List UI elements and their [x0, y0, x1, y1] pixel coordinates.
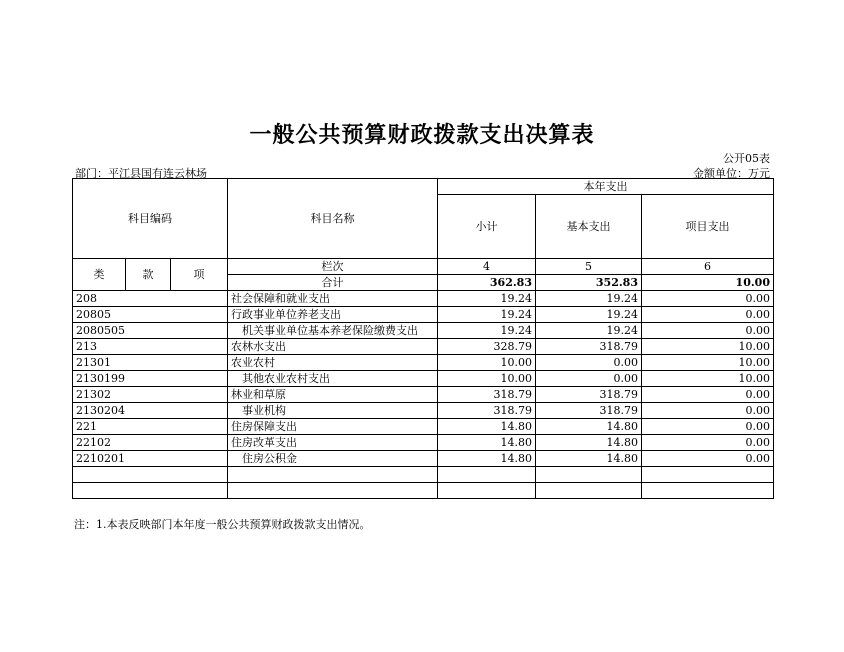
header-project: 项目支出: [642, 195, 774, 259]
header-col-5: 5: [536, 259, 642, 275]
table-row: [73, 451, 774, 467]
row-basic: 14.80: [536, 451, 642, 467]
row-subject-code: 21301: [73, 355, 228, 371]
table-row: [73, 307, 774, 323]
row-subtotal: 19.24: [438, 291, 536, 307]
row-project: 10.00: [642, 371, 774, 387]
row-subject-code: 20805: [73, 307, 228, 323]
row-basic: 19.24: [536, 323, 642, 339]
row-subject-name: 事业机构: [228, 403, 438, 419]
row-subject-name: 农林水支出: [228, 339, 438, 355]
row-subtotal: 318.79: [438, 387, 536, 403]
row-subject-code: 221: [73, 419, 228, 435]
row-subject-code: 21302: [73, 387, 228, 403]
header-kuan: 款: [126, 259, 171, 291]
header-column-no: 栏次: [228, 259, 438, 275]
row-basic: 0.00: [536, 371, 642, 387]
row-subject-code: 22102: [73, 435, 228, 451]
row-basic: 0.00: [536, 355, 642, 371]
table-row: [73, 419, 774, 435]
row-subtotal: 19.24: [438, 323, 536, 339]
row-project: 0.00: [642, 307, 774, 323]
row-basic: 14.80: [536, 435, 642, 451]
row-subject-name: 行政事业单位养老支出: [228, 307, 438, 323]
header-col-6: 6: [642, 259, 774, 275]
department-label: 部门：平江县国有连云林场: [75, 167, 207, 180]
amount-unit-label: 金额单位：万元: [693, 167, 770, 180]
row-subject-name: 林业和草原: [228, 387, 438, 403]
footnote: 注：1.本表反映部门本年度一般公共预算财政拨款支出情况。: [74, 518, 371, 531]
row-project: 0.00: [642, 323, 774, 339]
header-subject-code: 科目编码: [73, 179, 228, 259]
row-subtotal: 19.24: [438, 307, 536, 323]
row-subtotal: 328.79: [438, 339, 536, 355]
empty-cell: [73, 483, 228, 499]
header-current-year: 本年支出: [438, 179, 774, 195]
row-subject-code: 213: [73, 339, 228, 355]
empty-cell: [642, 467, 774, 483]
row-subtotal: 14.80: [438, 451, 536, 467]
row-subtotal: 318.79: [438, 403, 536, 419]
row-subject-code: 2130204: [73, 403, 228, 419]
row-basic: 14.80: [536, 419, 642, 435]
row-project: 0.00: [642, 291, 774, 307]
row-subtotal: 14.80: [438, 419, 536, 435]
row-subject-name: 住房保障支出: [228, 419, 438, 435]
row-subject-code: 208: [73, 291, 228, 307]
header-row-1: [73, 179, 774, 195]
row-project: 0.00: [642, 451, 774, 467]
row-basic: 19.24: [536, 291, 642, 307]
row-subject-name: 农业农村: [228, 355, 438, 371]
empty-cell: [536, 467, 642, 483]
row-basic: 318.79: [536, 403, 642, 419]
table-row: [73, 323, 774, 339]
empty-cell: [642, 483, 774, 499]
header-lei: 类: [73, 259, 126, 291]
empty-cell: [438, 483, 536, 499]
empty-cell: [536, 483, 642, 499]
total-project: 10.00: [642, 275, 774, 291]
empty-cell: [73, 467, 228, 483]
header-subject-name: 科目名称: [228, 179, 438, 259]
total-basic: 352.83: [536, 275, 642, 291]
row-basic: 19.24: [536, 307, 642, 323]
row-subject-name: 机关事业单位基本养老保险缴费支出: [228, 323, 438, 339]
table-row: [73, 291, 774, 307]
table-row: [73, 355, 774, 371]
empty-cell: [228, 467, 438, 483]
table-row: [73, 371, 774, 387]
row-subject-code: 2080505: [73, 323, 228, 339]
row-project: 10.00: [642, 355, 774, 371]
row-subtotal: 14.80: [438, 435, 536, 451]
row-project: 0.00: [642, 419, 774, 435]
row-basic: 318.79: [536, 387, 642, 403]
row-project: 10.00: [642, 339, 774, 355]
header-subtotal: 小计: [438, 195, 536, 259]
table-row: [73, 403, 774, 419]
empty-row: [73, 483, 774, 499]
header-xiang: 项: [171, 259, 228, 291]
row-project: 0.00: [642, 387, 774, 403]
table-row: [73, 387, 774, 403]
row-subtotal: 10.00: [438, 355, 536, 371]
header-col-4: 4: [438, 259, 536, 275]
table-row: [73, 435, 774, 451]
row-project: 0.00: [642, 435, 774, 451]
page-title: 一般公共预算财政拨款支出决算表: [249, 123, 595, 148]
row-subject-name: 住房公积金: [228, 451, 438, 467]
row-basic: 318.79: [536, 339, 642, 355]
row-subject-name: 住房改革支出: [228, 435, 438, 451]
row-project: 0.00: [642, 403, 774, 419]
form-number: 公开05表: [723, 152, 770, 165]
row-subject-code: 2210201: [73, 451, 228, 467]
empty-row: [73, 467, 774, 483]
total-subtotal: 362.83: [438, 275, 536, 291]
expenditure-table: [72, 178, 774, 499]
header-basic: 基本支出: [536, 195, 642, 259]
column-number-row: [73, 259, 774, 275]
row-subject-name: 其他农业农村支出: [228, 371, 438, 387]
table-row: [73, 339, 774, 355]
total-label: 合计: [228, 275, 438, 291]
row-subject-name: 社会保障和就业支出: [228, 291, 438, 307]
empty-cell: [228, 483, 438, 499]
empty-cell: [438, 467, 536, 483]
row-subject-code: 2130199: [73, 371, 228, 387]
row-subtotal: 10.00: [438, 371, 536, 387]
